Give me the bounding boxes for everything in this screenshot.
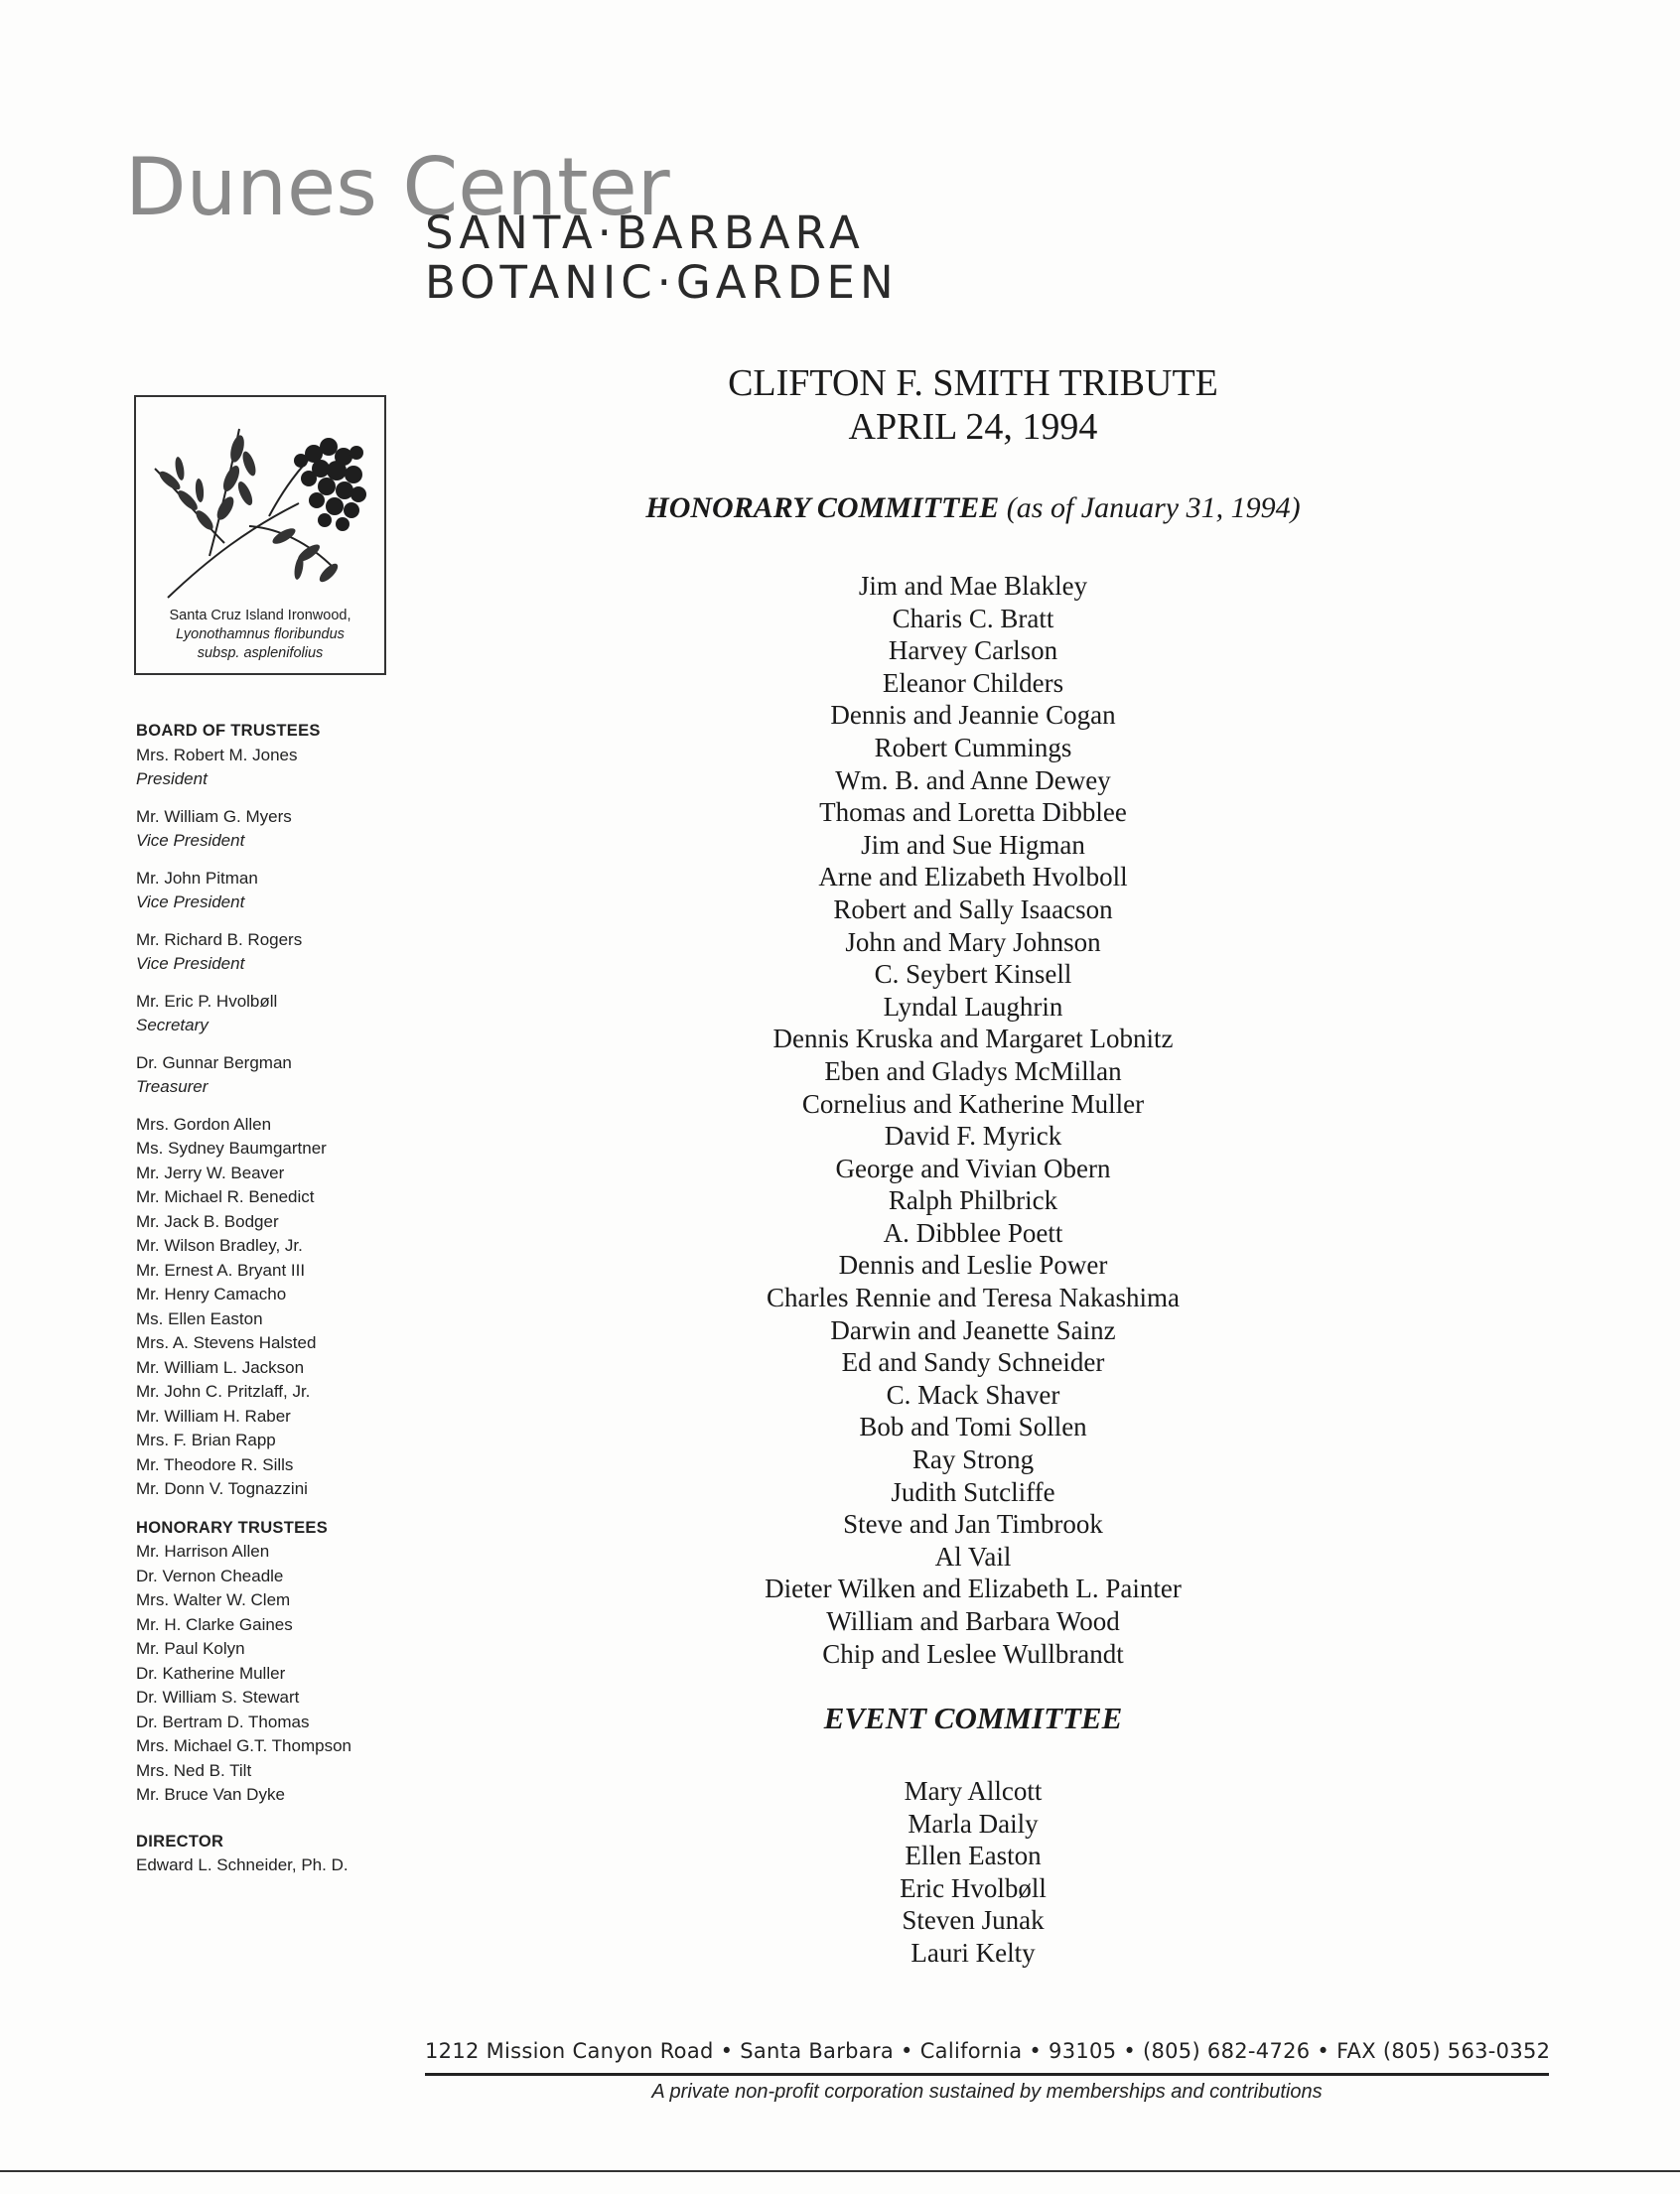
honorary-committee-member: Dennis Kruska and Margaret Lobnitz <box>772 1024 1174 1054</box>
honorary-committee-member: Eben and Gladys McMillan <box>824 1055 1122 1086</box>
officer-role: Treasurer <box>136 1077 209 1096</box>
honorary-committee-member: Charis C. Bratt <box>892 603 1054 633</box>
honorary-committee-member: Jim and Sue Higman <box>861 829 1085 860</box>
footer-address: 1212 Mission Canyon Road • Santa Barbara • California • 93105 • (805) 682-4726 • FAX (805) 563-0352 <box>425 2039 1551 2063</box>
honorary-committee-member: Ralph Philbrick <box>888 1185 1058 1216</box>
board-member: Mr. Donn V. Tognazzini <box>136 1479 308 1498</box>
honorary-trustee: Dr. Vernon Cheadle <box>136 1566 284 1585</box>
officer-role: Vice President <box>136 954 245 973</box>
honorary-trustee: Mrs. Ned B. Tilt <box>136 1760 252 1780</box>
plant-caption <box>136 607 384 663</box>
officer-entry <box>136 867 434 915</box>
caption-line-1: Santa Cruz Island Ironwood, <box>169 608 351 623</box>
officers-list <box>136 744 434 1100</box>
officer-entry <box>136 1051 434 1100</box>
director-name: Edward L. Schneider, Ph. D. <box>136 1855 349 1874</box>
board-member: Mr. Jerry W. Beaver <box>136 1163 285 1182</box>
caption-line-3: subsp. asplenifolius <box>197 645 324 661</box>
honorary-committee-member: George and Vivian Obern <box>835 1153 1111 1183</box>
board-member: Mr. Jack B. Bodger <box>136 1211 279 1231</box>
board-member: Mr. Ernest A. Bryant III <box>136 1260 306 1280</box>
honorary-trustee: Mr. Paul Kolyn <box>136 1639 245 1658</box>
officer-role: Secretary <box>136 1016 209 1034</box>
honorary-committee-member: Eleanor Childers <box>882 667 1064 698</box>
event-committee-list <box>556 1775 1390 1970</box>
officer-name: Mr. William G. Myers <box>136 806 292 826</box>
honorary-committee-heading <box>556 490 1390 526</box>
event-committee-member: Steven Junak <box>902 1905 1045 1936</box>
honorary-committee-member: Lyndal Laughrin <box>883 991 1063 1022</box>
event-committee-member: Mary Allcott <box>904 1776 1043 1806</box>
honorary-committee-member: C. Seybert Kinsell <box>874 959 1072 990</box>
officer-name: Mrs. Robert M. Jones <box>136 745 298 764</box>
board-member: Mr. Henry Camacho <box>136 1285 287 1303</box>
honorary-committee-member: Dieter Wilken and Elizabeth L. Painter <box>765 1574 1182 1604</box>
board-members-list <box>136 1113 434 1502</box>
event-committee-member: Lauri Kelty <box>910 1937 1036 1968</box>
board-member: Ms. Sydney Baumgartner <box>136 1139 327 1158</box>
officer-name: Mr. Richard B. Rogers <box>136 929 303 949</box>
board-member: Mr. William H. Raber <box>136 1406 291 1426</box>
officer-name: Dr. Gunnar Bergman <box>136 1052 292 1072</box>
board-member: Mr. Theodore R. Sills <box>136 1454 294 1474</box>
honorary-committee-member: Charles Rennie and Teresa Nakashima <box>767 1283 1180 1313</box>
honorary-trustees-heading: HONORARY TRUSTEES <box>136 1518 329 1537</box>
footer-tagline: A private non-profit corporation sustained by memberships and contributions <box>651 2081 1323 2103</box>
honorary-committee-member: John and Mary Johnson <box>845 926 1101 957</box>
board-member: Mr. John C. Pritzlaff, Jr. <box>136 1382 311 1401</box>
officer-entry <box>136 928 434 977</box>
honorary-committee-member: C. Mack Shaver <box>886 1379 1060 1410</box>
board-member: Mrs. A. Stevens Halsted <box>136 1333 317 1352</box>
footer-divider <box>425 2073 1549 2076</box>
officer-role: President <box>136 769 208 788</box>
honorary-committee-member: William and Barbara Wood <box>826 1606 1120 1636</box>
honorary-trustee: Mr. Harrison Allen <box>136 1542 270 1561</box>
honorary-committee-member: Bob and Tomi Sollen <box>859 1412 1087 1442</box>
watermark-text: Dunes Center <box>125 141 670 233</box>
honorary-committee-member: Dennis and Leslie Power <box>838 1250 1108 1281</box>
event-committee-member: Marla Daily <box>908 1808 1039 1839</box>
officer-name: Mr. John Pitman <box>136 868 258 888</box>
officer-entry <box>136 990 434 1038</box>
officer-entry <box>136 744 434 792</box>
honorary-trustee: Mrs. Walter W. Clem <box>136 1590 291 1609</box>
event-committee-heading: EVENT COMMITTEE <box>823 1701 1123 1735</box>
organization-name <box>425 208 899 308</box>
officer-entry <box>136 805 434 854</box>
honorary-committee-member: Arne and Elizabeth Hvolboll <box>818 862 1128 892</box>
honorary-trustee: Dr. William S. Stewart <box>136 1688 300 1707</box>
honorary-trustees-list <box>136 1540 434 1808</box>
honorary-committee-member: Harvey Carlson <box>888 635 1058 666</box>
honorary-committee-member: Darwin and Jeanette Sainz <box>830 1314 1116 1345</box>
board-heading: BOARD OF TRUSTEES <box>136 722 321 740</box>
honorary-committee-member: Ray Strong <box>911 1444 1035 1475</box>
honorary-committee-member: Cornelius and Katherine Muller <box>801 1088 1145 1119</box>
officer-role: Vice President <box>136 892 245 911</box>
board-member: Mrs. Gordon Allen <box>136 1114 272 1134</box>
page-edge-line <box>0 2170 1680 2172</box>
ironwood-illustration-icon <box>150 409 370 608</box>
honorary-committee-member: Al Vail <box>934 1541 1012 1572</box>
honorary-trustee: Mrs. Michael G.T. Thompson <box>136 1736 351 1755</box>
honorary-committee-member: Steve and Jan Timbrook <box>843 1509 1103 1540</box>
honorary-committee-member: Dennis and Jeannie Cogan <box>830 700 1116 731</box>
board-member: Ms. Ellen Easton <box>136 1308 263 1328</box>
trustees-sidebar <box>136 719 434 1878</box>
honorary-committee-member: Robert and Sally Isaacson <box>833 893 1113 924</box>
honorary-committee-member: Jim and Mae Blakley <box>858 571 1088 601</box>
honorary-committee-member: Ed and Sandy Schneider <box>841 1347 1105 1378</box>
honorary-committee-member: Judith Sutcliffe <box>891 1476 1055 1507</box>
honorary-committee-member: A. Dibblee Poett <box>883 1217 1063 1248</box>
officer-role: Vice President <box>136 831 245 850</box>
event-committee-member: Ellen Easton <box>905 1841 1042 1871</box>
honorary-trustee: Dr. Bertram D. Thomas <box>136 1712 310 1731</box>
board-member: Mr. Wilson Bradley, Jr. <box>136 1236 303 1255</box>
event-committee-member: Eric Hvolbøll <box>900 1872 1047 1903</box>
honorary-committee-member: Robert Cummings <box>874 732 1072 762</box>
plant-illustration-box <box>134 395 386 675</box>
org-line-2: BOTANIC·GARDEN <box>425 256 899 309</box>
honorary-committee-member: Chip and Leslee Wullbrandt <box>822 1638 1124 1669</box>
caption-line-2: Lyonothamnus floribundus <box>176 626 345 642</box>
title-line-2: APRIL 24, 1994 <box>848 406 1098 448</box>
honorary-trustee: Mr. H. Clarke Gaines <box>136 1614 293 1634</box>
officer-name: Mr. Eric P. Hvolbøll <box>136 991 278 1011</box>
board-member: Mrs. F. Brian Rapp <box>136 1431 276 1449</box>
director-heading: DIRECTOR <box>136 1832 224 1851</box>
org-line-1: SANTA·BARBARA <box>425 206 865 259</box>
board-member: Mr. Michael R. Benedict <box>136 1187 315 1206</box>
title-line-1: CLIFTON F. SMITH TRIBUTE <box>728 362 1218 404</box>
board-member: Mr. William L. Jackson <box>136 1357 305 1377</box>
honorary-trustee: Dr. Katherine Muller <box>136 1663 286 1683</box>
honorary-committee-title: HONORARY COMMITTEE <box>645 491 1000 524</box>
honorary-committee-member: David F. Myrick <box>884 1121 1062 1152</box>
honorary-committee-list <box>556 570 1390 1670</box>
honorary-committee-member: Thomas and Loretta Dibblee <box>819 797 1127 828</box>
honorary-committee-note: (as of January 31, 1994) <box>1006 491 1301 524</box>
honorary-committee-member: Wm. B. and Anne Dewey <box>835 764 1111 795</box>
page-title <box>556 361 1390 449</box>
honorary-trustee: Mr. Bruce Van Dyke <box>136 1785 285 1804</box>
